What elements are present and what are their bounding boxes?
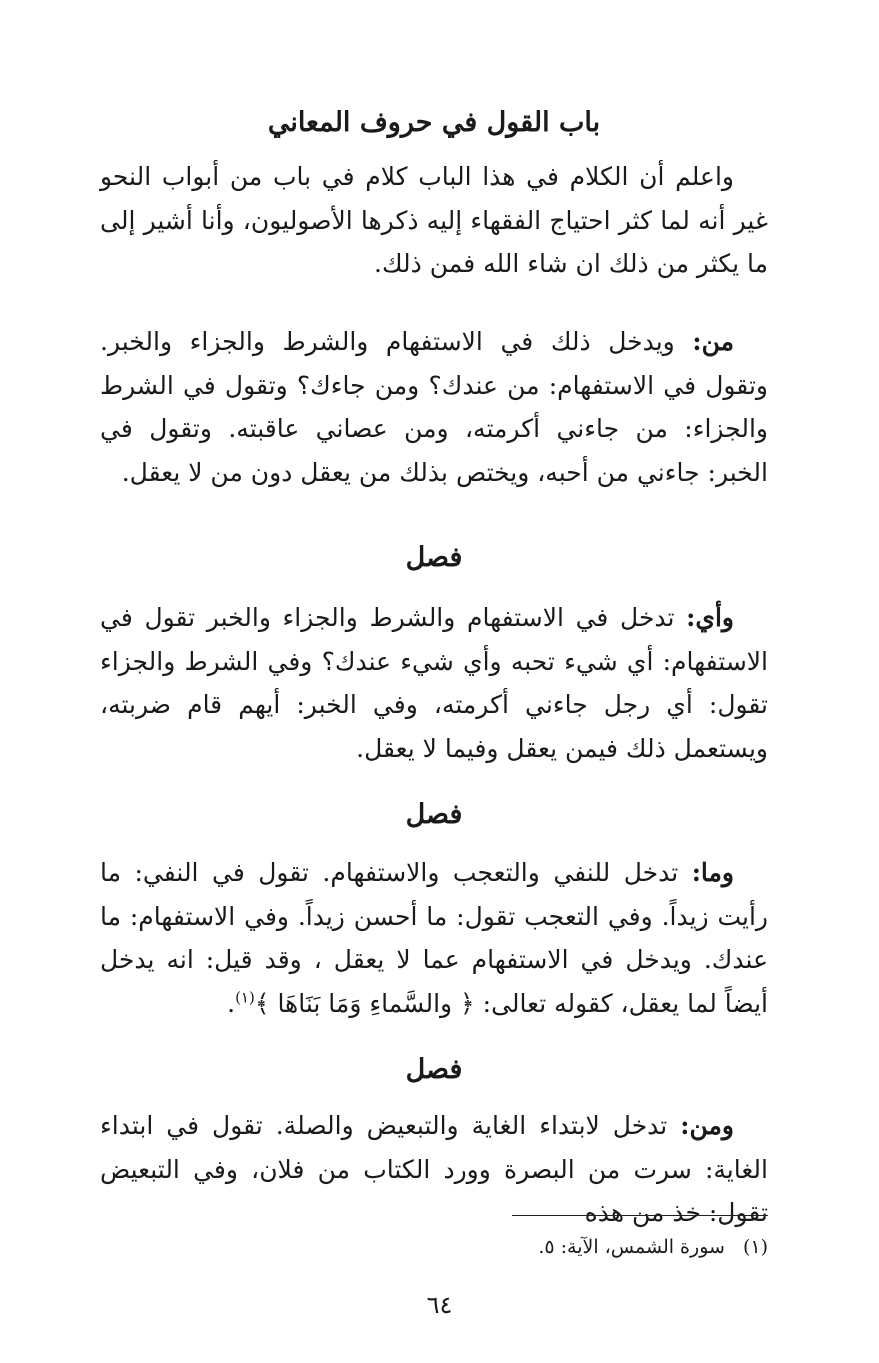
footnote-number: (١) (742, 1236, 768, 1258)
paragraph-ma (100, 851, 768, 1025)
lead-word: من: (692, 327, 734, 356)
page-title: باب القول في حروف المعاني (267, 107, 601, 138)
section-heading: فصل (405, 799, 463, 830)
quran-quote: ﴿ والسَّماءِ وَمَا بَنَاهَا ﴾ (254, 988, 475, 1018)
paragraph-text: تدخل للنفي والتعجب والاستفهام. تقول في النفي: ما رأيت زيداً. وفي التعجب تقول: ما أحسن زيداً. وفي الاستفهام: ما عندك. ويدخل في الاستفهام عما لا يعقل ، وقد قيل: انه يدخل أيضاً لما يعقل، كقوله تعالى: (100, 858, 768, 1018)
footnote-divider (512, 1215, 768, 1216)
paragraph-text: تدخل لابتداء الغاية والتبعيض والصلة. تقول في ابتداء الغاية: سرت من البصرة وورد الكتاب من فلان، وفي التبعيض تقول: خذ من هذه (100, 1111, 768, 1227)
section-heading: فصل (405, 1054, 463, 1085)
footnote-reference: (١) (235, 988, 255, 1007)
lead-word: وأي: (686, 603, 734, 632)
intro-text: واعلم أن الكلام في هذا الباب كلام في باب من أبواب النحو غير أنه لما كثر احتياج الفقهاء إليه ذكرها الأصوليون، وأنا أشير إلى ما يكثر من ذلك ان شاء الله فمن ذلك. (100, 162, 768, 278)
lead-word: وما: (691, 858, 734, 887)
footnote (300, 1232, 768, 1262)
section-heading: فصل (405, 542, 463, 573)
paragraph-ayy (100, 596, 768, 770)
page-number: ٦٤ (426, 1291, 453, 1319)
lead-word: ومن: (680, 1111, 734, 1140)
paragraph-text: تدخل في الاستفهام والشرط والجزاء والخبر تقول في الاستفهام: أي شيء تحبه وأي شيء عندك؟ وفي الشرط والجزاء تقول: أي رجل جاءني أكرمته، وفي الخبر: أيهم قام ضربته، ويستعمل ذلك فيمن يعقل وفيما لا يعقل. (100, 603, 768, 763)
paragraph-text: ويدخل ذلك في الاستفهام والشرط والجزاء والخبر. وتقول في الاستفهام: من عندك؟ ومن جاءك؟ وتقول في الشرط والجزاء: من جاءني أكرمته، ومن عصاني عاقبته. وتقول في الخبر: جاءني من أحبه، ويختص بذلك من يعقل دون من لا يعقل. (100, 327, 768, 487)
intro-paragraph (100, 155, 768, 286)
paragraph-tail: . (227, 988, 236, 1018)
footnote-text: سورة الشمس، الآية: ٥. (538, 1236, 725, 1258)
paragraph-man (100, 320, 768, 494)
